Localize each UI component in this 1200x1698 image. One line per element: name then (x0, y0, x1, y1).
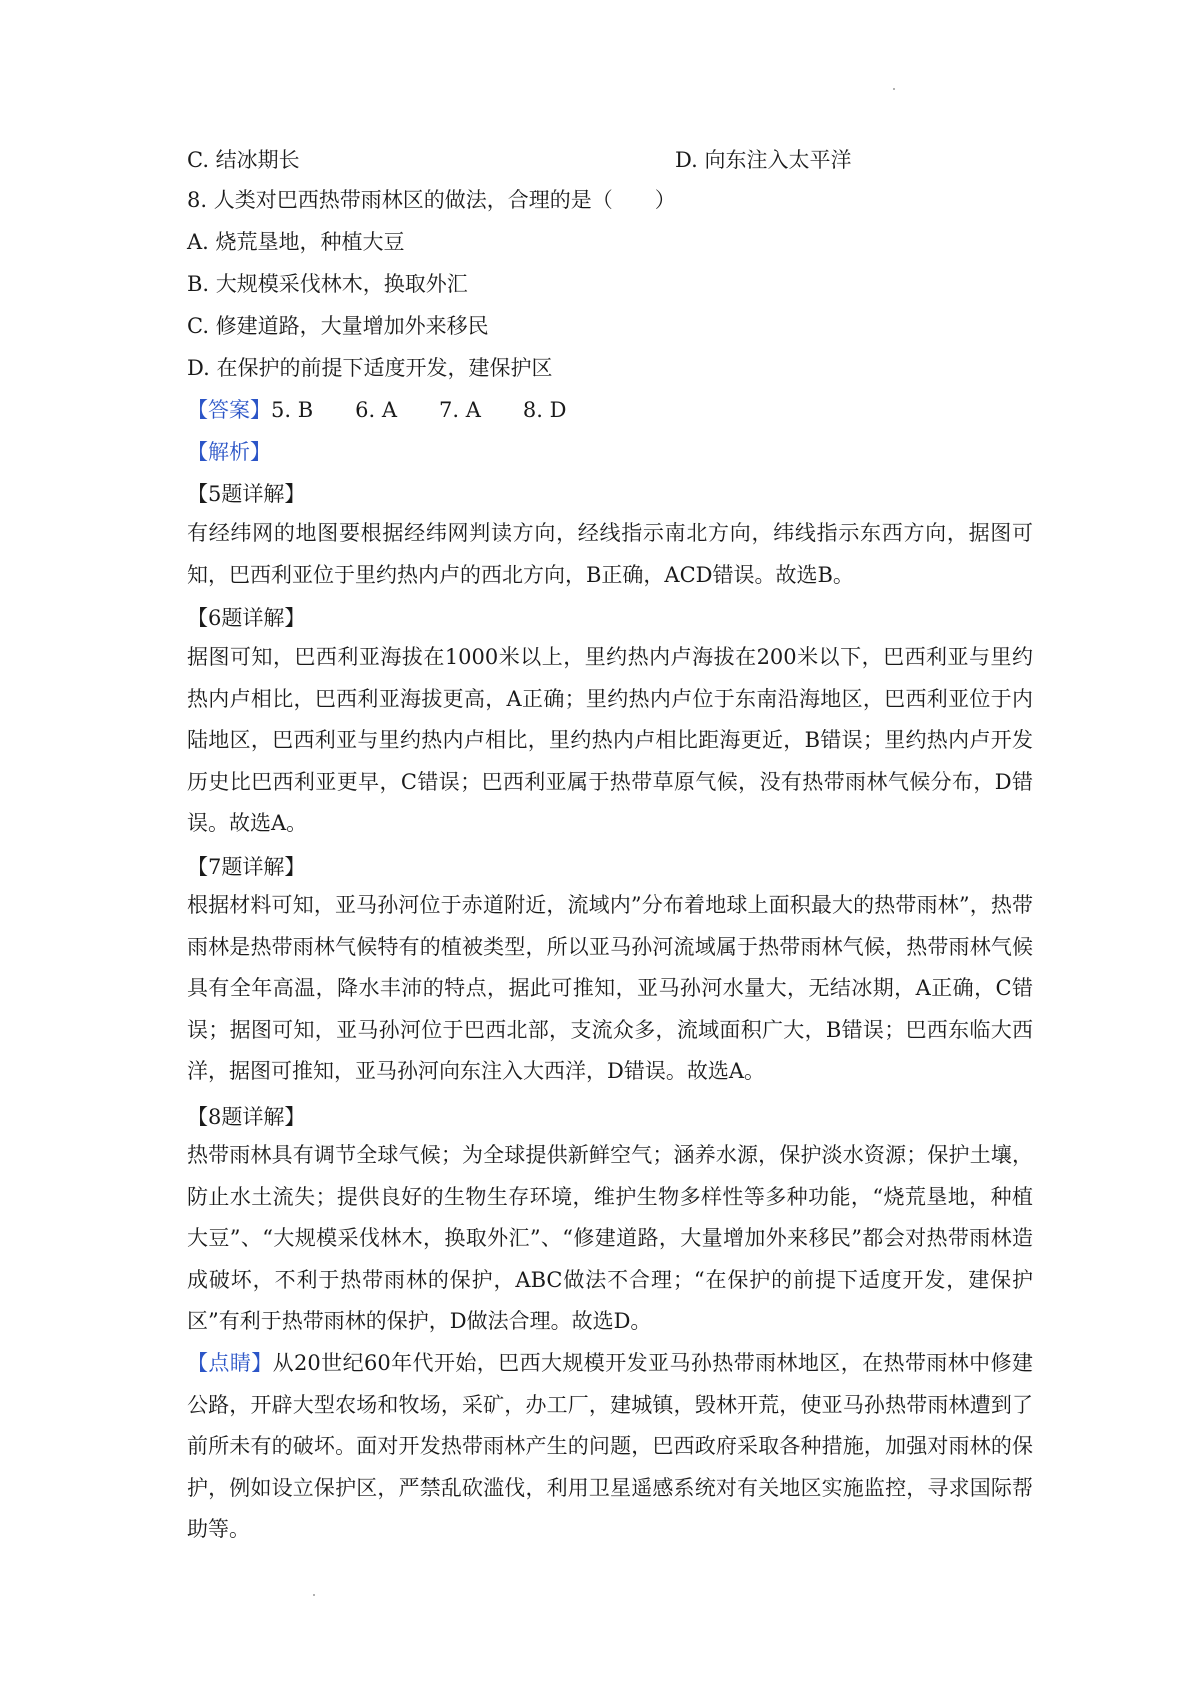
q8-option-c: C. 修建道路，大量增加外来移民 (187, 314, 489, 338)
q5-detail-heading: 【5题详解】 (187, 482, 306, 506)
answer-line (187, 395, 566, 425)
answer-tag: 【答案】 (187, 398, 271, 422)
q8-stem: 8. 人类对巴西热带雨林区的做法，合理的是（ ） (187, 188, 676, 212)
q7-option-c: C. 结冰期长 (187, 148, 300, 172)
q8-detail-text: 热带雨林具有调节全球气候；为全球提供新鲜空气；涵养水源，保护淡水资源；保护土壤，防止水土流失；提供良好的生物生存环境，维护生物多样性等多种功能，“烧荒垦地，种植大豆”、“大规模采伐林木，换取外汇”、“修建道路，大量增加外来移民”都会对热带雨林造成破坏，不利于热带雨林的保护，ABC做法不合理；“在保护的前提下适度开发，建保护区”有利于热带雨林的保护，D做法合理。故选D。 (187, 1143, 1033, 1333)
q7-option-d: D. 向东注入太平洋 (675, 148, 852, 172)
note-text: 从20世纪60年代开始，巴西大规模开发亚马孙热带雨林地区，在热带雨林中修建公路，开辟大型农场和牧场，采矿，办工厂，建城镇，毁林开荒，使亚马孙热带雨林遭到了前所未有的破坏。面对开发热带雨林产生的问题，巴西政府采取各种措施，加强对雨林的保护，例如设立保护区，严禁乱砍滥伐，利用卫星遥感系统对有关地区实施监控，寻求国际帮助等。 (187, 1351, 1033, 1541)
q5-detail-text: 有经纬网的地图要根据经纬网判读方向，经线指示南北方向，纬线指示东西方向，据图可知，巴西利亚位于里约热内卢的西北方向，B正确，ACD错误。故选B。 (187, 521, 1033, 587)
q7-detail-text: 根据材料可知，亚马孙河位于赤道附近，流域内”分布着地球上面积最大的热带雨林”，热带雨林是热带雨林气候特有的植被类型，所以亚马孙河流域属于热带雨林气候，热带雨林气候具有全年高温，降水丰沛的特点，据此可推知，亚马孙河水量大，无结冰期，A正确，C错误；据图可知，亚马孙河位于巴西北部，支流众多，流域面积广大，B错误；巴西东临大西洋，据图可推知，亚马孙河向东注入大西洋，D错误。故选A。 (187, 893, 1033, 1083)
q6-detail-heading: 【6题详解】 (187, 606, 306, 630)
q8-option-d: D. 在保护的前提下适度开发，建保护区 (187, 356, 553, 380)
note-paragraph (187, 1343, 1033, 1551)
q7-detail-heading: 【7题详解】 (187, 855, 306, 879)
analysis-tag: 【解析】 (187, 440, 271, 464)
answer-text: 5. B 6. A 7. A 8. D (271, 398, 567, 422)
scan-mark (893, 88, 895, 90)
q8-option-a: A. 烧荒垦地，种植大豆 (187, 230, 405, 254)
q8-detail-heading: 【8题详解】 (187, 1105, 306, 1129)
note-tag: 【点睛】 (187, 1351, 273, 1375)
q6-detail-text: 据图可知，巴西利亚海拔在1000米以上，里约热内卢海拔在200米以下，巴西利亚与里约热内卢相比，巴西利亚海拔更高，A正确；里约热内卢位于东南沿海地区，巴西利亚位于内陆地区，巴西利亚与里约热内卢相比，里约热内卢相比距海更近，B错误；里约热内卢开发历史比巴西利亚更早，C错误；巴西利亚属于热带草原气候，没有热带雨林气候分布，D错误。故选A。 (187, 645, 1033, 835)
q8-option-b: B. 大规模采伐林木，换取外汇 (187, 272, 468, 296)
scan-mark (313, 1594, 315, 1596)
